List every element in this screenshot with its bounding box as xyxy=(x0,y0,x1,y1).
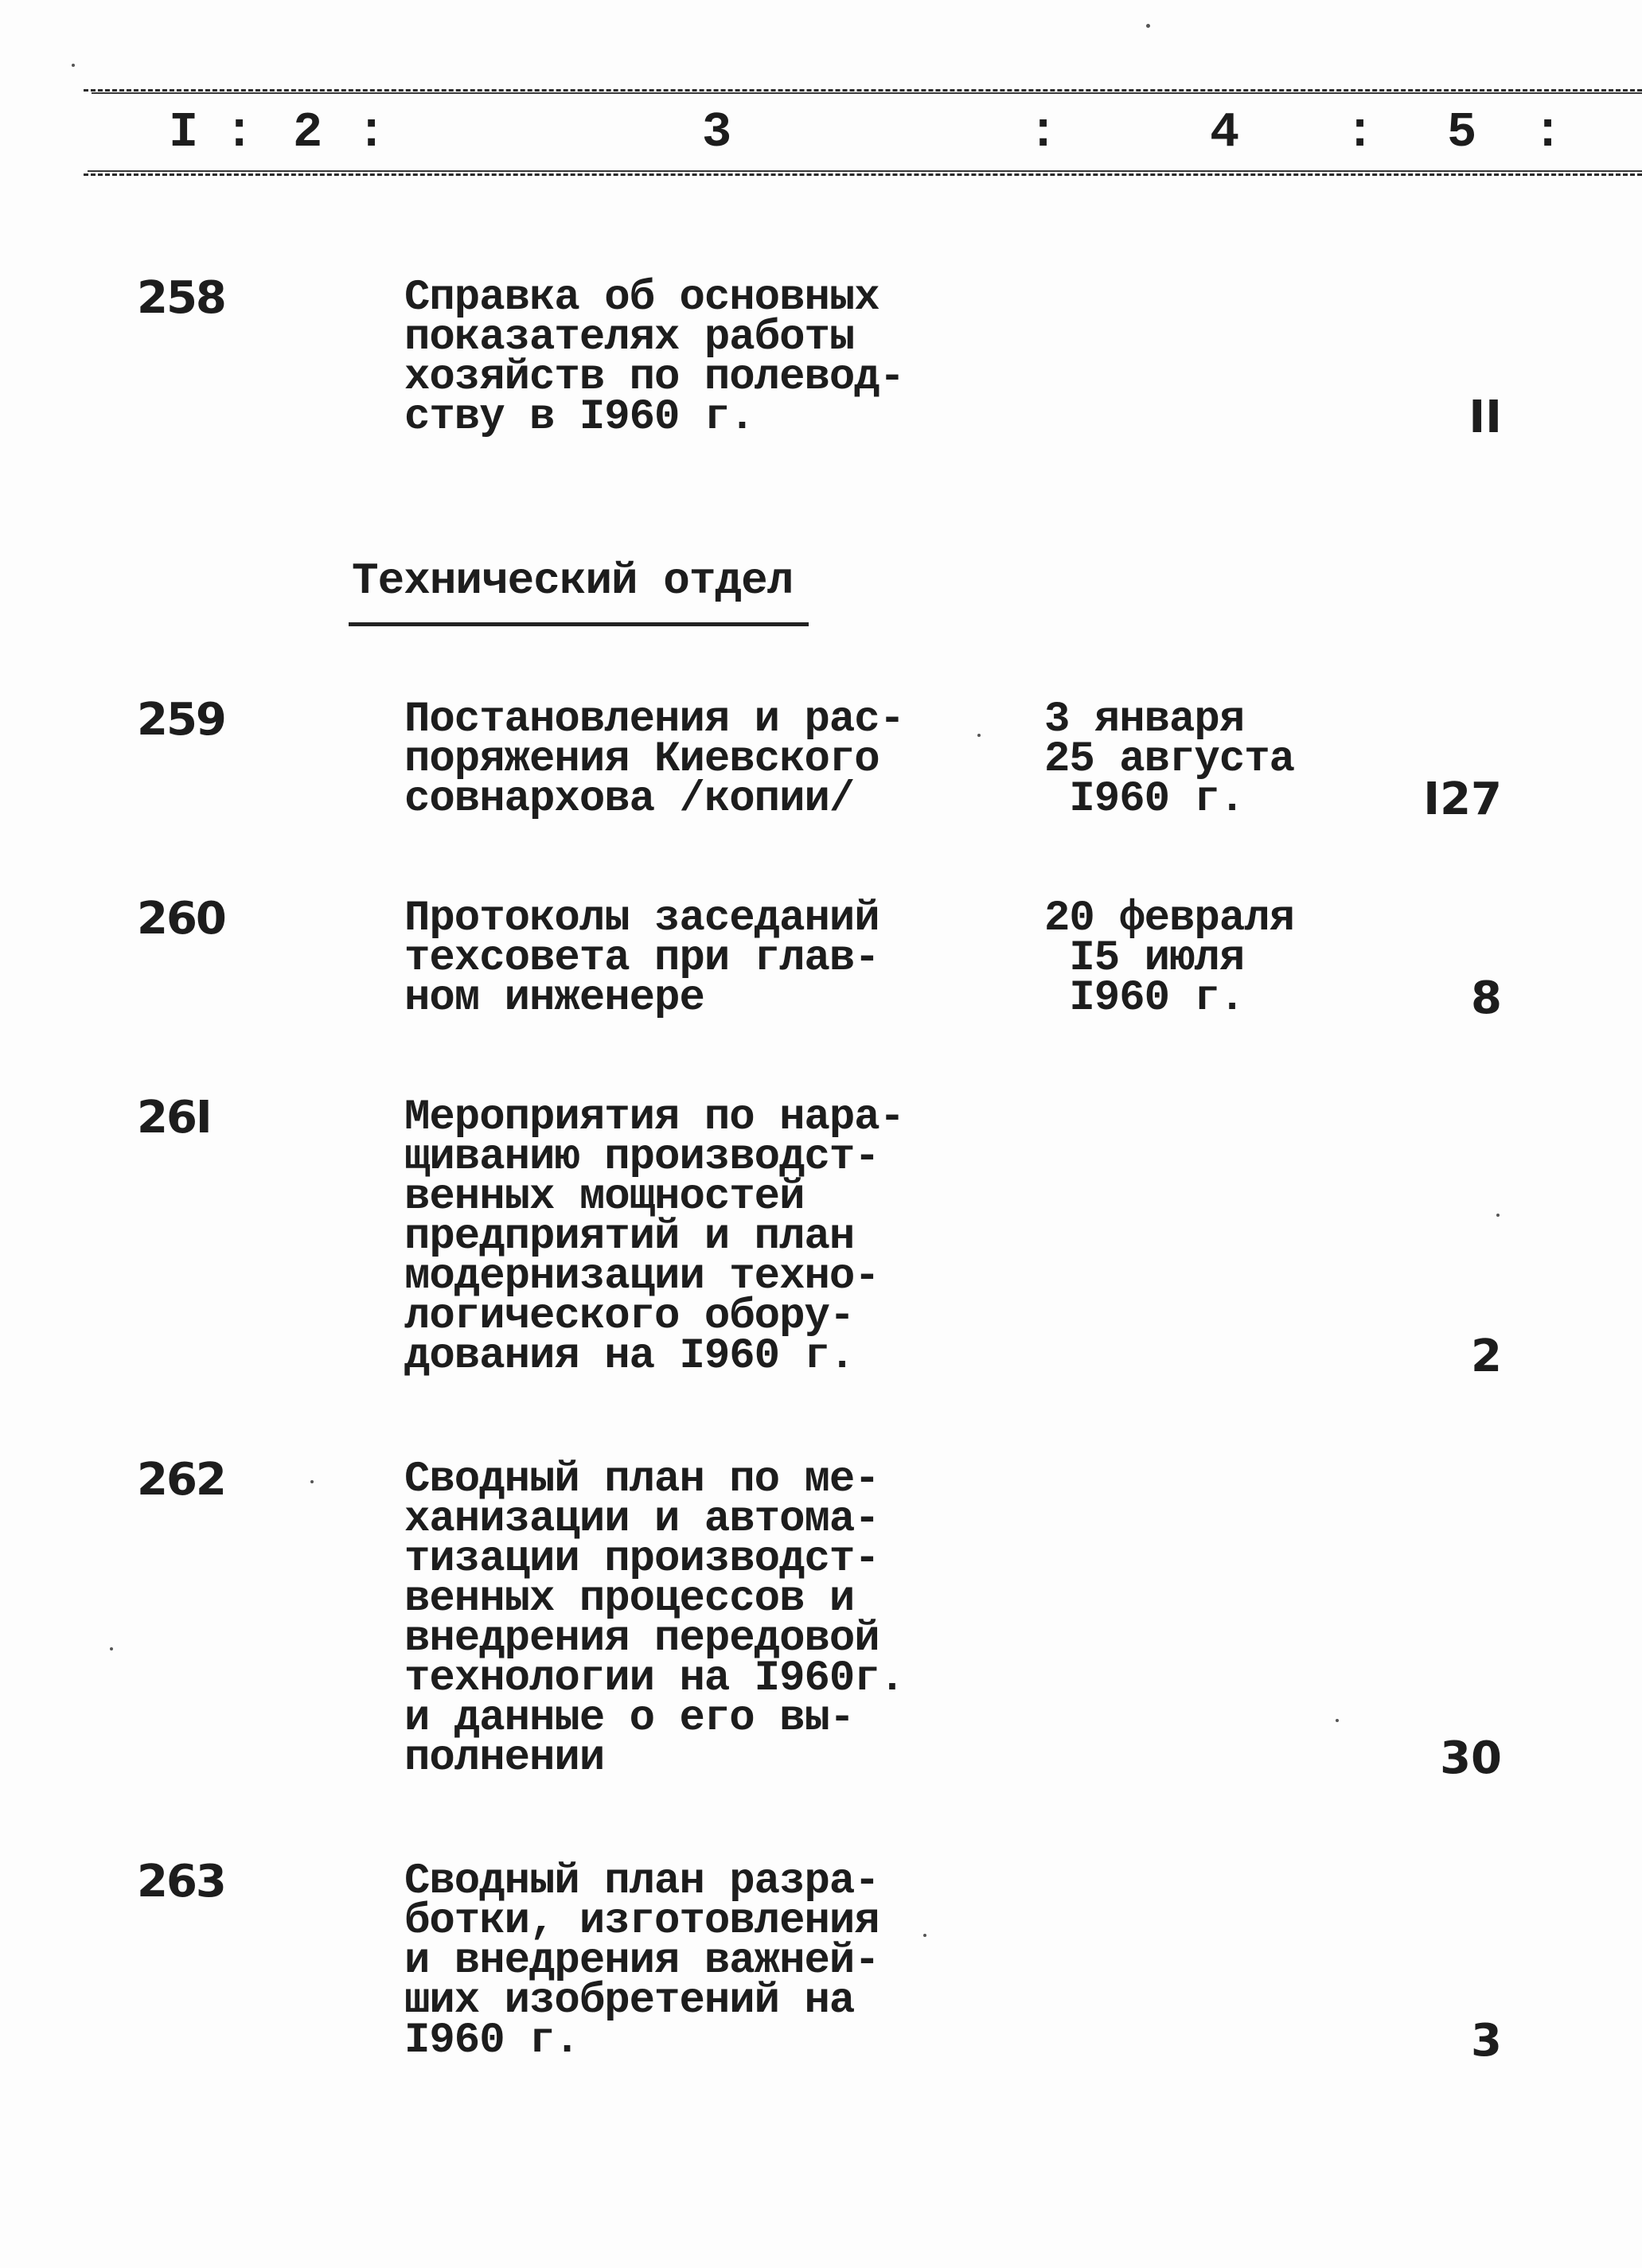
entry-date-line: I960 г. xyxy=(1044,775,1245,824)
entry-title-line: Сводный план по ме- xyxy=(404,1455,880,1504)
entry-date-line: 3 января xyxy=(1044,696,1245,744)
entry-number: 26I xyxy=(137,1092,211,1144)
entry-sheets: 3 xyxy=(1471,2015,1502,2067)
entry-title-line: ших изобретений на xyxy=(404,1977,855,2025)
entry-date-line: 20 февраля xyxy=(1044,894,1295,943)
scan-speck xyxy=(923,1934,926,1937)
scan-speck xyxy=(72,64,75,67)
entry-title-line: ботки, изготовления xyxy=(404,1897,880,1946)
entry-title-line: логического обору- xyxy=(404,1292,855,1341)
entry-number: 260 xyxy=(137,893,225,945)
entry-title-line: полнении xyxy=(404,1734,605,1783)
scan-speck xyxy=(1146,24,1150,28)
entry-sheets: 30 xyxy=(1440,1732,1502,1784)
entry-title xyxy=(404,1857,977,2065)
entry-dates xyxy=(1044,894,1295,1023)
entry-dates xyxy=(1044,696,1295,824)
entry-date-line: I5 июля xyxy=(1044,934,1245,983)
entry-title-line: Сводный план разра- xyxy=(404,1857,880,1906)
header-col-4: 4 xyxy=(1210,104,1240,161)
entry-title-line: дования на I960 г. xyxy=(404,1332,855,1381)
entry-date-line: 25 августа xyxy=(1044,735,1295,784)
entry-title-line: показателях работы xyxy=(404,314,855,362)
entry-number: 259 xyxy=(137,694,225,746)
entry-number: 258 xyxy=(137,272,225,324)
entry-title-line: ханизации и автома- xyxy=(404,1495,880,1544)
entry-sheets: II xyxy=(1468,392,1502,443)
entry-title-line: совнархова /копии/ xyxy=(404,775,855,824)
scan-speck xyxy=(310,1480,314,1483)
header-col-5: 5 xyxy=(1447,104,1477,161)
entry-title-line: модернизации техно- xyxy=(404,1253,880,1301)
entry-title-line: I960 г. xyxy=(404,2017,579,2065)
scan-speck xyxy=(977,734,981,737)
entry-title-line: технологии на I960г. xyxy=(404,1654,905,1703)
entry-title xyxy=(404,1455,977,1783)
header-separator: : xyxy=(1345,104,1375,161)
section-title-underline xyxy=(349,622,809,626)
section-title: Технический отдел xyxy=(352,555,794,606)
entry-title-line: хозяйств по полевод- xyxy=(404,353,905,402)
header-separator: : xyxy=(224,104,255,161)
entry-title xyxy=(404,1093,977,1381)
scan-speck xyxy=(1496,1214,1500,1217)
entry-title-line: тизации производст- xyxy=(404,1535,880,1584)
entry-sheets: I27 xyxy=(1423,774,1502,825)
header-col-2: 2 xyxy=(293,104,323,161)
header-top-rule-solid xyxy=(92,92,1642,94)
header-bottom-rule xyxy=(84,173,1642,176)
entry-title-line: техсовета при глав- xyxy=(404,934,880,983)
entry-title-line: Протоколы заседаний xyxy=(404,894,880,943)
entry-title-line: ном инженере xyxy=(404,974,704,1023)
entry-title-line: Постановления и рас- xyxy=(404,696,905,744)
header-separator: : xyxy=(357,104,387,161)
entry-title-line: Мероприятия по нара- xyxy=(404,1093,905,1142)
entry-title-line: предприятий и план xyxy=(404,1213,855,1261)
entry-title-line: внедрения передовой xyxy=(404,1615,880,1663)
entry-number: 263 xyxy=(137,1856,225,1908)
header-separator: : xyxy=(1533,104,1563,161)
scan-speck xyxy=(110,1647,113,1650)
header-col-3: 3 xyxy=(702,104,732,161)
entry-title-line: и внедрения важней- xyxy=(404,1937,880,1985)
entry-title-line: венных мощностей xyxy=(404,1173,805,1222)
entry-title-line: и данные о его вы- xyxy=(404,1694,855,1743)
scan-speck xyxy=(1336,1719,1339,1722)
entry-title-line: венных процессов и xyxy=(404,1575,855,1623)
entry-sheets: 8 xyxy=(1471,972,1502,1024)
entry-title-line: Справка об основных xyxy=(404,274,880,322)
entry-title xyxy=(404,274,977,442)
header-col-1: I xyxy=(169,104,199,161)
entry-title xyxy=(404,894,977,1023)
entry-date-line: I960 г. xyxy=(1044,974,1245,1023)
entry-title-line: ству в I960 г. xyxy=(404,393,755,442)
header-top-rule xyxy=(84,89,1642,92)
entry-number: 262 xyxy=(137,1454,225,1506)
entry-title-line: щиванию производст- xyxy=(404,1133,880,1182)
entry-title xyxy=(404,696,977,824)
header-separator: : xyxy=(1028,104,1059,161)
header-bottom-rule-solid xyxy=(88,170,1642,172)
entry-sheets: 2 xyxy=(1471,1331,1502,1382)
entry-title-line: поряжения Киевского xyxy=(404,735,880,784)
